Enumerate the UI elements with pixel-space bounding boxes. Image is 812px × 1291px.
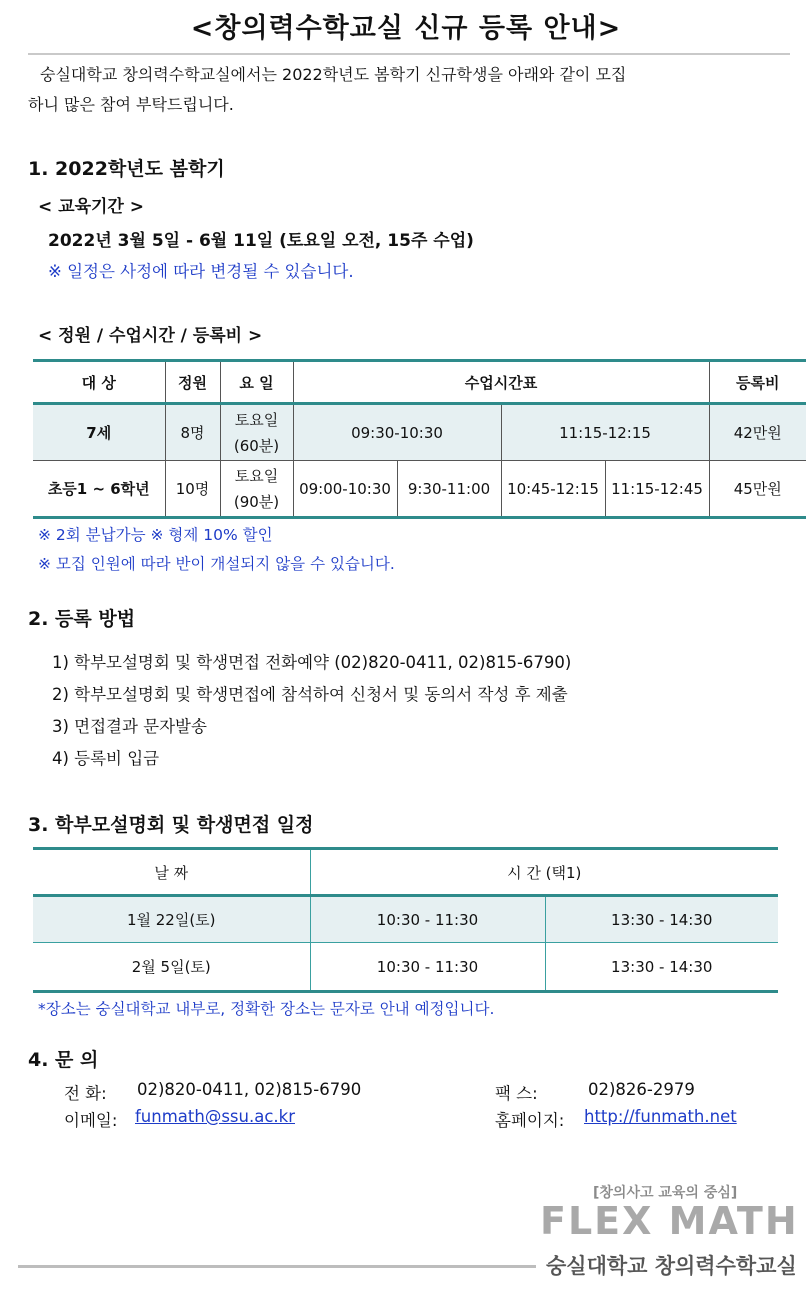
row1-capacity: 8명	[165, 404, 220, 461]
intro-line-2: 하니 많은 참여 부탁드립니다.	[28, 95, 234, 114]
interview-schedule-table	[33, 847, 778, 993]
section1-heading: 1. 2022학년도 봄학기	[28, 158, 225, 180]
interview-slot-2-2: 13:30 - 14:30	[545, 943, 778, 992]
header-day: 요 일	[220, 361, 293, 404]
intro-line-1: 숭실대학교 창의력수학교실에서는 2022학년도 봄학기 신규학생을 아래와 같이 모집	[40, 65, 627, 84]
page-title: <창의력수학교실 신규 등록 안내>	[190, 13, 622, 44]
row2-capacity: 10명	[165, 461, 220, 518]
interview-slot-2-1: 10:30 - 11:30	[310, 943, 545, 992]
brand-tagline: [창의사고 교육의 중심]	[593, 1185, 738, 1201]
row2-time-3: 10:45-12:15	[501, 461, 605, 518]
step-3: 3) 면접결과 문자발송	[52, 717, 207, 736]
header-date: 날 짜	[33, 849, 310, 896]
section3-heading: 3. 학부모설명회 및 학생면접 일정	[28, 814, 314, 836]
location-note: *장소는 숭실대학교 내부로, 정확한 장소는 문자로 안내 예정입니다.	[38, 1000, 495, 1018]
phone-label: 전 화:	[64, 1084, 107, 1103]
row2-time-2: 9:30-11:00	[397, 461, 501, 518]
interview-slot-1-2: 13:30 - 14:30	[545, 896, 778, 943]
row1-fee: 42만원	[709, 404, 806, 461]
header-timetable: 수업시간표	[293, 361, 709, 404]
header-capacity: 정원	[165, 361, 220, 404]
class-table-label: < 정원 / 수업시간 / 등록비 >	[38, 326, 263, 346]
phone-value: 02)820-0411, 02)815-6790	[137, 1080, 362, 1099]
row1-duration: (60분)	[233, 436, 280, 455]
section2-heading: 2. 등록 방법	[28, 608, 136, 630]
step-1: 1) 학부모설명회 및 학생면접 전화예약 (02)820-0411, 02)815-6790)	[52, 653, 572, 672]
email-link[interactable]: funmath@ssu.ac.kr	[135, 1107, 295, 1126]
schedule-change-note: ※ 일정은 사정에 따라 변경될 수 있습니다.	[48, 262, 354, 281]
installment-note: ※ 2회 분납가능 ※ 형제 10% 할인	[38, 526, 273, 544]
homepage-link[interactable]: http://funmath.net	[584, 1107, 737, 1126]
brand-organization: 숭실대학교 창의력수학교실	[546, 1254, 797, 1278]
row2-time-1: 09:00-10:30	[293, 461, 397, 518]
header-target: 대 상	[33, 361, 165, 404]
table-row	[33, 404, 806, 461]
header-time: 시 간 (택1)	[310, 849, 778, 896]
interview-date-1: 1월 22일(토)	[33, 896, 310, 943]
fax-value: 02)826-2979	[588, 1080, 695, 1099]
education-period-label: < 교육기간 >	[38, 197, 145, 217]
interview-slot-1-1: 10:30 - 11:30	[310, 896, 545, 943]
email-label: 이메일:	[64, 1111, 118, 1130]
homepage-label: 홈페이지:	[495, 1111, 565, 1130]
row1-time-1: 09:30-10:30	[293, 404, 501, 461]
interview-date-2: 2월 5일(토)	[131, 958, 211, 976]
enrollment-note: ※ 모집 인원에 따라 반이 개설되지 않을 수 있습니다.	[38, 555, 395, 573]
row1-day: 토요일	[234, 410, 279, 429]
row2-fee: 45만원	[709, 461, 806, 518]
class-schedule-table	[33, 359, 806, 519]
row2-time-4: 11:15-12:45	[605, 461, 709, 518]
title-divider	[28, 53, 790, 55]
intro-paragraph	[28, 60, 768, 120]
footer-divider	[18, 1265, 536, 1268]
step-4: 4) 등록비 입금	[52, 749, 160, 768]
section4-heading: 4. 문 의	[28, 1049, 99, 1071]
step-2: 2) 학부모설명회 및 학생면접에 참석하여 신청서 및 동의서 작성 후 제출	[52, 685, 568, 704]
row2-target: 초등1 ~ 6학년	[33, 461, 165, 518]
row1-day-cell	[220, 404, 293, 461]
education-period: 2022년 3월 5일 - 6월 11일 (토요일 오전, 15주 수업)	[48, 231, 474, 251]
table-row	[33, 896, 778, 943]
table-row	[33, 943, 778, 992]
fax-label: 팩 스:	[495, 1084, 538, 1103]
header-fee: 등록비	[709, 361, 806, 404]
brand-logo: FLEX MATH	[540, 1199, 799, 1243]
row1-time-2: 11:15-12:15	[501, 404, 709, 461]
row2-day: 토요일	[234, 466, 279, 485]
row1-target: 7세	[33, 404, 165, 461]
class-table-header	[33, 361, 806, 404]
table-row	[33, 461, 806, 518]
interview-table-header	[33, 849, 778, 896]
row2-day-cell	[220, 461, 293, 518]
row2-duration: (90분)	[233, 492, 280, 511]
